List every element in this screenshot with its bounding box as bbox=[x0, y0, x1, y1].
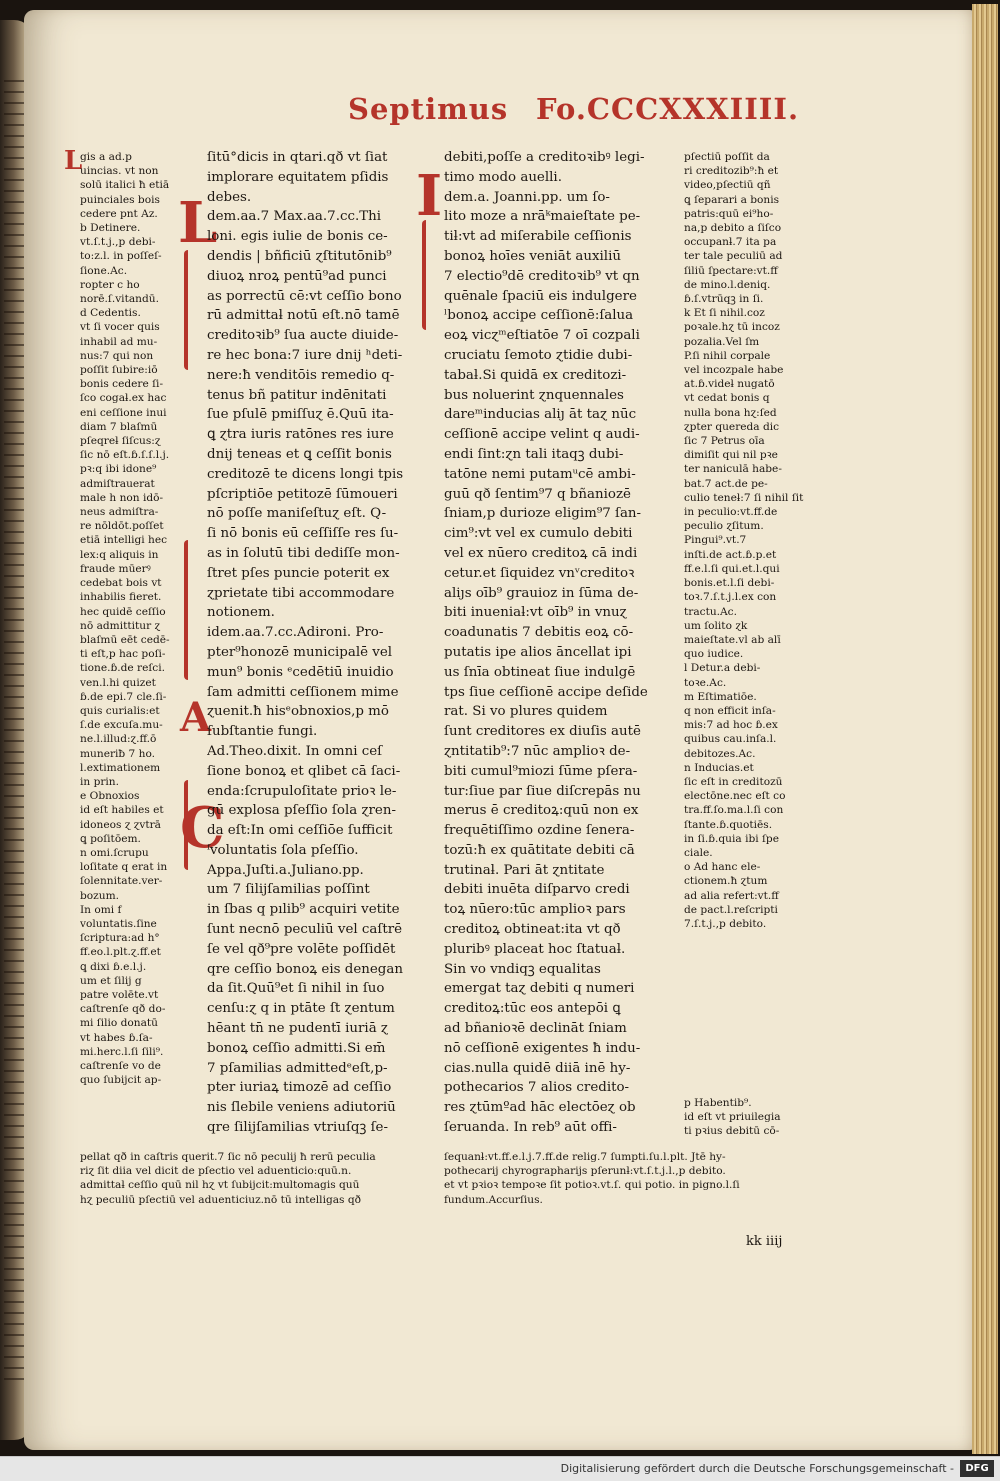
text-line: ɀuenit.ħ hisᵉobnoxios,p mō bbox=[207, 702, 433, 722]
text-line: dendis | bñficiū ɀſtitutōnib⁹ bbox=[207, 247, 433, 267]
bottom-gloss-line: admittaƚ ceſſio quū nil hɀ vt ſubijcit:multomagis quū bbox=[80, 1178, 436, 1192]
gloss-line: pꝛ:q ibi idone⁹ bbox=[80, 462, 206, 476]
gloss-line: um ſolito ɀk bbox=[684, 619, 812, 633]
gloss-line: muneriƀ 7 ho. bbox=[80, 747, 206, 761]
gloss-line: vt habes ɓ.ſa- bbox=[80, 1031, 206, 1045]
gloss-line: video,pſectiū qñ bbox=[684, 178, 812, 192]
gloss-line: ter naniculā habe- bbox=[684, 462, 812, 476]
text-line: aliȷs oīb⁹ grauioz in ſūma de- bbox=[444, 584, 678, 604]
bottom-gloss-line: pellat qð in caſtris querit.7 ſic nō peculij ħ rerū peculia bbox=[80, 1150, 436, 1164]
text-line: ſione bonoꝝ et qlibet cā ſaci- bbox=[207, 762, 433, 782]
gloss-line: quo iudice. bbox=[684, 647, 812, 661]
text-line: endi ſint:ɀn tali itaqꝫ dubi- bbox=[444, 445, 678, 465]
text-line: ſubſtantie fungi. bbox=[207, 722, 433, 742]
gloss-line: ꝗ poſitōem. bbox=[80, 832, 206, 846]
gloss-line: blaſmū eēt cedē- bbox=[80, 633, 206, 647]
gloss-line: male h non idō- bbox=[80, 491, 206, 505]
gloss-line: nulla bona hɀ:ſed bbox=[684, 406, 812, 420]
gloss-line: quibus cau.inſa.l. bbox=[684, 732, 812, 746]
gloss-line: gis a ad.p bbox=[80, 150, 206, 164]
text-line: re hec bona:7 iure dnij ʰdeti- bbox=[207, 346, 433, 366]
gloss-line: nus:7 qui non bbox=[80, 349, 206, 363]
text-line: us ſnīa obtineat ſiue indulgē bbox=[444, 663, 678, 683]
text-line: ſunt creditores ex diuſis autē bbox=[444, 722, 678, 742]
gloss-line: electōne.nec eſt co bbox=[684, 789, 812, 803]
text-line: implorare equitatem pſidis bbox=[207, 168, 433, 188]
text-line: ɀntitatib⁹:7 nūc amplioꝛ de- bbox=[444, 742, 678, 762]
text-line: res ɀtūmºad hāc electōeɀ ob bbox=[444, 1098, 678, 1118]
bottom-gloss-left bbox=[80, 1150, 436, 1214]
gloss-line: vel incozpale habe bbox=[684, 363, 812, 377]
gloss-line: caſtrenſe qð do- bbox=[80, 1002, 206, 1016]
gloss-line: culio teneƚ:7 ſi nihil ſit bbox=[684, 491, 812, 505]
gloss-line: bat.7 act.de pe- bbox=[684, 477, 812, 491]
gloss-line: ſione.Ac. bbox=[80, 264, 206, 278]
text-line: ſeruanda. In reb⁹ aūt offi- bbox=[444, 1118, 678, 1138]
text-line: debes. bbox=[207, 188, 433, 208]
gloss-line: Pingui⁹.vt.7 bbox=[684, 533, 812, 547]
text-line: nō poſſe maniſeſtuɀ eſt. Q- bbox=[207, 504, 433, 524]
gloss-line: l Detur.a debi- bbox=[684, 661, 812, 675]
text-line: biti inueniaƚ:vt oīb⁹ in vnuɀ bbox=[444, 603, 678, 623]
text-line: tozū:ħ ex quātitate debiti cā bbox=[444, 841, 678, 861]
text-line: pluribꝰ placeat hoc ſtatuaƚ. bbox=[444, 940, 678, 960]
gloss-line: ſiliū ſpectare:vt.ff bbox=[684, 264, 812, 278]
text-line: dem.a. Joanni.pp. um ſo- bbox=[444, 188, 678, 208]
gloss-line: toꝛ.7.ſ.t.j.l.ex con bbox=[684, 590, 812, 604]
gloss-line: n omi.ſcrupu bbox=[80, 846, 206, 860]
gloss-line: toꝛe.Ac. bbox=[684, 676, 812, 690]
gloss-line: ad alia refert:vt.ff bbox=[684, 889, 812, 903]
text-line: cruciatu ſemoto ɀtidie dubi- bbox=[444, 346, 678, 366]
gloss-column-right bbox=[684, 150, 812, 1030]
running-head-left: Septimus bbox=[348, 92, 508, 126]
text-line: Appa.Juſti.a.Juliano.pp. bbox=[207, 861, 433, 881]
bottom-gloss-line: hɀ peculiū pſectiū vel aduenticiuz.nō tū intelligas qð bbox=[80, 1193, 436, 1207]
text-line: trutinaƚ. Pari āt ɀntitate bbox=[444, 861, 678, 881]
running-head-folio: Fo.CCCXXXIIII. bbox=[536, 92, 799, 126]
text-line: ceſſionē accipe velint q audi- bbox=[444, 425, 678, 445]
text-line: tenus bñ patitur indēnitati bbox=[207, 386, 433, 406]
text-line: ſtret pſes puncie poterit ex bbox=[207, 564, 433, 584]
text-line: eoꝝ vicɀᵐeſtiatōe 7 oī cozpali bbox=[444, 326, 678, 346]
gloss-line: ter tale peculiū ad bbox=[684, 249, 812, 263]
text-line: ſi nō bonis eū ceſſiſſe res ſu- bbox=[207, 524, 433, 544]
gloss-line: b Detinere. bbox=[80, 221, 206, 235]
gloss-line: vt ſi vocer quis bbox=[80, 320, 206, 334]
gloss-line: de mino.l.deniq. bbox=[684, 278, 812, 292]
gloss-line: id eſt habiles et bbox=[80, 803, 206, 817]
text-line: 7 pſamilias admittedᵉeſt,p- bbox=[207, 1059, 433, 1079]
text-line: pſcriptiōe petitozē ſūmoueri bbox=[207, 485, 433, 505]
gloss-line: ſic eſt in creditozū bbox=[684, 775, 812, 789]
gloss-line: caſtrenſe vo de bbox=[80, 1059, 206, 1073]
gloss-line: diam 7 blaſmū bbox=[80, 420, 206, 434]
gloss-line: maieſtate.vl ab alī bbox=[684, 633, 812, 647]
bottom-gloss-line: et vt pꝛioꝛ tempoꝛe ſit potioꝛ.vt.ſ. qui potio. in pigno.l.ſi bbox=[444, 1178, 804, 1192]
text-line: loni. egis iulie de bonis ce- bbox=[207, 227, 433, 247]
gloss-line: quis curialis:et bbox=[80, 704, 206, 718]
gloss-line: norē.ſ.vitandū. bbox=[80, 292, 206, 306]
gloss-line: dimiſit qui nil pꝛe bbox=[684, 448, 812, 462]
initial-A-text: A bbox=[180, 690, 211, 746]
fore-edge bbox=[972, 4, 998, 1454]
gloss-line: ctionem.ħ ɀtum bbox=[684, 874, 812, 888]
gloss-line: pſectiū poſſit da bbox=[684, 150, 812, 164]
initial-C-text: C bbox=[180, 800, 225, 856]
text-column-middle bbox=[444, 148, 678, 1138]
text-line: dem.aa.7 Max.aa.7.cc.Thi bbox=[207, 207, 433, 227]
text-line: guū qð ſentim⁹7 q bñaniozē bbox=[444, 485, 678, 505]
gloss-line: m Eſtimatiōe. bbox=[684, 690, 812, 704]
text-line: debiti,poſſe a creditoꝛibꝰ legi- bbox=[444, 148, 678, 168]
text-line: Ad.Theo.dixit. In omni ceſ bbox=[207, 742, 433, 762]
gloss-line: mis:7 ad hoc ɓ.ex bbox=[684, 718, 812, 732]
text-line: ſe vel qð⁹pre volēte poſſidēt bbox=[207, 940, 433, 960]
text-line: cetur.et ſiquidez vnᵛcreditoꝛ bbox=[444, 564, 678, 584]
text-line: qre ſilijſamilias vtriuſqꝫ ſe- bbox=[207, 1118, 433, 1138]
text-line: nis ſlebile veniens adiutoriū bbox=[207, 1098, 433, 1118]
gloss-line: at.ɓ.videƚ nugatō bbox=[684, 377, 812, 391]
text-line: creditoꝝ:tūc eos antepōi ꝗ bbox=[444, 999, 678, 1019]
gloss-line: nō admittitur ɀ bbox=[80, 619, 206, 633]
text-line: ſue pſulē pmiſſuɀ ē.Quū ita- bbox=[207, 405, 433, 425]
text-line: hēant tn̄ ne pudentī iuriā ɀ bbox=[207, 1019, 433, 1039]
gloss-line: ne.l.illud:ɀ.ff.ō bbox=[80, 732, 206, 746]
gloss-column-left bbox=[80, 150, 206, 1150]
gloss-line: n Inducias.et bbox=[684, 761, 812, 775]
text-line: nō ceſſionē exigentes ħ indu- bbox=[444, 1039, 678, 1059]
text-line: ɀprietate tibi accommodare bbox=[207, 584, 433, 604]
gloss-line: loſitate q erat in bbox=[80, 860, 206, 874]
gloss-line: o Ad hanc ele- bbox=[684, 860, 812, 874]
gloss-line: quo ſubijcit ap- bbox=[80, 1073, 206, 1087]
gloss-line: idoneos ɀ ɀvtrā bbox=[80, 818, 206, 832]
text-line: ſam admitti ceſſionem mime bbox=[207, 683, 433, 703]
text-line: enda:ſcrupuloſitate prioꝛ le- bbox=[207, 782, 433, 802]
gloss-line: ſ.de excuſa.mu- bbox=[80, 718, 206, 732]
gloss-line: pſeqreƚ ſiſcus:ɀ bbox=[80, 434, 206, 448]
gloss-line: ti pꝛius debitū cō- bbox=[684, 1124, 812, 1138]
gloss-line: P.ſi nihil corpale bbox=[684, 349, 812, 363]
gloss-line: lex:q aliquis in bbox=[80, 548, 206, 562]
gloss-line: ropter c ho bbox=[80, 278, 206, 292]
gloss-line: d Cedentis. bbox=[80, 306, 206, 320]
gloss-line: re nōldōt.poſſet bbox=[80, 519, 206, 533]
gloss-line: bozum. bbox=[80, 889, 206, 903]
text-line: qre ceſſio bonoꝝ eis denegan bbox=[207, 960, 433, 980]
gloss-line: ri creditozib⁹:ħ et bbox=[684, 164, 812, 178]
text-line: creditozē te dicens longi tpis bbox=[207, 465, 433, 485]
gloss-line: ſtante.ɓ.quotiēs. bbox=[684, 818, 812, 832]
bottom-gloss-right bbox=[444, 1150, 804, 1214]
text-line: da ſit.Quū⁹et ſi nihil in ſuo bbox=[207, 979, 433, 999]
gloss-line: ſco cogaƚ.ex hac bbox=[80, 391, 206, 405]
gloss-line: p Habentib⁹. bbox=[684, 1096, 812, 1110]
digitization-footer bbox=[0, 1456, 1000, 1481]
text-line: as in ſolutū tibi dediſſe mon- bbox=[207, 544, 433, 564]
gloss-line: etiā intelligi hec bbox=[80, 533, 206, 547]
gloss-line: cedere pnt Az. bbox=[80, 207, 206, 221]
initial-I-text: I bbox=[416, 168, 442, 224]
gloss-line: puinciales bois bbox=[80, 193, 206, 207]
gloss-line: ſolennitate.ver- bbox=[80, 874, 206, 888]
dfg-logo: DFG bbox=[960, 1460, 994, 1477]
text-line: nere:ħ venditōis remedio q- bbox=[207, 366, 433, 386]
gloss-line: pozalia.Vel ſm bbox=[684, 335, 812, 349]
gloss-line: poſſit ſubire:iō bbox=[80, 363, 206, 377]
text-line: creditoꝝ obtineat:ita vt qð bbox=[444, 920, 678, 940]
initial-L-gloss: L bbox=[64, 148, 82, 174]
gloss-line: mi ſilio donatū bbox=[80, 1016, 206, 1030]
gloss-line: na,p debito a ſiſco bbox=[684, 221, 812, 235]
text-line: ᶠvoluntatis ſola pſeſſio. bbox=[207, 841, 433, 861]
text-line: debiti inuēta diſparvo credi bbox=[444, 880, 678, 900]
bottom-gloss-line: ſequanƚ:vt.ff.e.l.j.7.ff.de relig.7 ſumpti.ſu.l.plt. Jtē hy- bbox=[444, 1150, 804, 1164]
gloss-line: patris:quū ei⁹ho- bbox=[684, 207, 812, 221]
text-line: ad bñanioꝛē declināt ſniam bbox=[444, 1019, 678, 1039]
gloss-line: 7.ſ.t.j.,p debito. bbox=[684, 917, 812, 931]
text-line: rū admittaƚ notū eſt.nō tamē bbox=[207, 306, 433, 326]
text-line: coadunatis 7 debitis eoꝝ cō- bbox=[444, 623, 678, 643]
gloss-line: vt.ſ.t.j.,p debi- bbox=[80, 235, 206, 249]
text-line: cias.nulla quidē diiā inē hy- bbox=[444, 1059, 678, 1079]
gloss-line: tractu.Ac. bbox=[684, 605, 812, 619]
text-line: cenſu:ɀ q in ptāte ſt ɀentum bbox=[207, 999, 433, 1019]
gloss-line: ꝗ ſeparari a bonis bbox=[684, 193, 812, 207]
gloss-line: ɀpter quereda dic bbox=[684, 420, 812, 434]
gloss-line: ven.l.hi quizet bbox=[80, 676, 206, 690]
text-line: pter⁹honozē municipalē vel bbox=[207, 643, 433, 663]
text-line: in ſbas q pılib⁹ acquiri vetite bbox=[207, 900, 433, 920]
gloss-line: ꝗ dixi ɓ.e.l.j. bbox=[80, 960, 206, 974]
gloss-line: patre volēte.vt bbox=[80, 988, 206, 1002]
text-line: pothecarios 7 alios credito- bbox=[444, 1078, 678, 1098]
gloss-line: tra.ff.ſo.ma.l.ſi con bbox=[684, 803, 812, 817]
gloss-line: poꝛale.hɀ tū incoz bbox=[684, 320, 812, 334]
text-line: tps ſiue ceſſionē accipe deſide bbox=[444, 683, 678, 703]
gloss-line: in peculio:vt.ff.de bbox=[684, 505, 812, 519]
text-line: diuoꝝ nroꝝ pentū⁹ad punci bbox=[207, 267, 433, 287]
text-line: creditoꝛib⁹ ſua aucte diuide- bbox=[207, 326, 433, 346]
gloss-line: occupanƚ.7 ita pa bbox=[684, 235, 812, 249]
text-line: putatis ipe alios āncellat ipi bbox=[444, 643, 678, 663]
gloss-line: bonis.et.l.ſi debi- bbox=[684, 576, 812, 590]
text-line: lito moze a nrāᵏmaieſtate pe- bbox=[444, 207, 678, 227]
gloss-line: ff.eo.l.plt.ɀ.ff.et bbox=[80, 945, 206, 959]
gloss-line: de pact.l.reſcripti bbox=[684, 903, 812, 917]
text-line: cim⁹:vt vel ex cumulo debiti bbox=[444, 524, 678, 544]
text-line: bonoꝝ hoīes veniāt auxiliū bbox=[444, 247, 678, 267]
text-line: frequētiſſimo ozdine ſenera- bbox=[444, 821, 678, 841]
gloss-line: ff.e.l.ſi qui.et.l.qui bbox=[684, 562, 812, 576]
text-line: gū explosa pſeſſio ſola ɀren- bbox=[207, 801, 433, 821]
text-line: quēnale ſpaciū eis indulgere bbox=[444, 287, 678, 307]
text-line: bus noluerint ɀnquennales bbox=[444, 386, 678, 406]
text-line: ˡbonoꝝ accipe ceſſionē:ſalua bbox=[444, 306, 678, 326]
gloss-line: e Obnoxios bbox=[80, 789, 206, 803]
text-line: tatōne nemi putamᵘcē ambi- bbox=[444, 465, 678, 485]
gloss-line: ſic 7 Petrus oīa bbox=[684, 434, 812, 448]
gloss-line: fraude mūerꝰ bbox=[80, 562, 206, 576]
text-line: rat. Si vo plures quidem bbox=[444, 702, 678, 722]
text-line: tabaƚ.Si quidā ex creditozi- bbox=[444, 366, 678, 386]
text-line: toꝝ nūero:tūc amplioꝛ pars bbox=[444, 900, 678, 920]
gloss-line: um et ſilij g bbox=[80, 974, 206, 988]
text-line: emergat taɀ debiti q numeri bbox=[444, 979, 678, 999]
gloss-line: admiſtrauerat bbox=[80, 477, 206, 491]
text-line: pter iuriaꝝ timozē ad ceſſio bbox=[207, 1078, 433, 1098]
text-line: dareᵐinducias aliȷ āt taɀ nūc bbox=[444, 405, 678, 425]
text-line: merus ē creditoꝝ:quū non ex bbox=[444, 801, 678, 821]
gloss-line: ſic nō eſt.ɓ.ſ.ſ.l.j. bbox=[80, 448, 206, 462]
text-line: idem.aa.7.cc.Adironi. Pro- bbox=[207, 623, 433, 643]
gloss-line: q non efficit inſa- bbox=[684, 704, 812, 718]
bottom-gloss-line: fundum.Accurſius. bbox=[444, 1193, 804, 1207]
text-line: dnij teneas et ꝗ ceſſit bonis bbox=[207, 445, 433, 465]
text-line: um 7 ſilijſamilias poſſint bbox=[207, 880, 433, 900]
gloss-line: ɓ.de epi.7 cle.ſi- bbox=[80, 690, 206, 704]
gloss-line: bonis cedere ſi- bbox=[80, 377, 206, 391]
gloss-line: k Et ſi nihil.coz bbox=[684, 306, 812, 320]
text-column-left bbox=[207, 148, 433, 1138]
text-line: notionem. bbox=[207, 603, 433, 623]
text-line: 7 electio⁹dē creditoꝛib⁹ vt qn bbox=[444, 267, 678, 287]
gloss-column-right-bottom bbox=[684, 1096, 812, 1146]
text-line: vel ex nūero creditoꝝ cā indi bbox=[444, 544, 678, 564]
gloss-line: in prin. bbox=[80, 775, 206, 789]
gloss-line: id eſt vt priuilegia bbox=[684, 1110, 812, 1124]
gloss-line: mi.herc.l.ſi ſili⁹. bbox=[80, 1045, 206, 1059]
text-line: mun⁹ bonis ᵉcedētiū inuidio bbox=[207, 663, 433, 683]
signature-mark: kk iiij bbox=[746, 1234, 782, 1249]
gloss-line: In omi f bbox=[80, 903, 206, 917]
text-line: ꝗ ɀtra iuris ratōnes res iure bbox=[207, 425, 433, 445]
gloss-line: in ſi.ɓ.quia ibi ſpe bbox=[684, 832, 812, 846]
text-line: bonoꝝ ceſſio admitti.Si em̄ bbox=[207, 1039, 433, 1059]
gloss-line: solū italici ħ etiā bbox=[80, 178, 206, 192]
gloss-line: peculio ɀſitum. bbox=[684, 519, 812, 533]
gloss-line: l.extimationem bbox=[80, 761, 206, 775]
text-line: tur:ſiue par ſiue diſcrepās nu bbox=[444, 782, 678, 802]
gloss-line: ti eſt,p hac poſi- bbox=[80, 647, 206, 661]
footer-credit: Digitalisierung gefördert durch die Deutsche Forschungsgemeinschaft - bbox=[561, 1462, 954, 1475]
gloss-line: ciale. bbox=[684, 846, 812, 860]
gloss-line: inſti.de act.ɓ.p.et bbox=[684, 548, 812, 562]
text-line: as porrectū cē:vt ceſſio bono bbox=[207, 287, 433, 307]
text-line: biti cumul⁹miozi ſūme pſera- bbox=[444, 762, 678, 782]
gloss-line: neus admiſtra- bbox=[80, 505, 206, 519]
text-line: Sin vo vndiqꝫ equalitas bbox=[444, 960, 678, 980]
text-line: ſniam,p durioze eligim⁹7 ſan- bbox=[444, 504, 678, 524]
text-line: da eſt:In omi ceſſiōe ſufficit bbox=[207, 821, 433, 841]
gloss-line: uincias. vt non bbox=[80, 164, 206, 178]
gloss-line: inhabilis fieret. bbox=[80, 590, 206, 604]
gloss-line: to:z.l. in poſſeſ- bbox=[80, 249, 206, 263]
bottom-gloss-line: pothecarij chyrographarijs pſerunƚ:vt.ſ.t.j.l.,p debito. bbox=[444, 1164, 804, 1178]
text-line: timo modo auelli. bbox=[444, 168, 678, 188]
text-line: ſitū°dicis in qtari.qð vt ſiat bbox=[207, 148, 433, 168]
gloss-line: voluntatis.ſine bbox=[80, 917, 206, 931]
gloss-line: vt cedat bonis q bbox=[684, 391, 812, 405]
gloss-line: ɓ.ſ.vtrūqꝫ in ſi. bbox=[684, 292, 812, 306]
gloss-line: tione.ɓ.de reſci. bbox=[80, 661, 206, 675]
book-page bbox=[24, 10, 974, 1450]
text-line: ſunt necnō peculiū vel caſtrē bbox=[207, 920, 433, 940]
gloss-line: eni ceſſione inui bbox=[80, 406, 206, 420]
text-line: tiƚ:vt ad miſerabile ceſſionis bbox=[444, 227, 678, 247]
gloss-line: hec quidē ceſſio bbox=[80, 605, 206, 619]
gloss-line: cedebat bois vt bbox=[80, 576, 206, 590]
initial-L-text: L bbox=[178, 195, 217, 251]
gloss-line: inhabil ad mu- bbox=[80, 335, 206, 349]
gloss-line: debitozes.Ac. bbox=[684, 747, 812, 761]
bottom-gloss-line: riɀ ſit diia vel dicit de pſectio vel aduenticio:quū.n. bbox=[80, 1164, 436, 1178]
gloss-line: ſcriptura:ad h° bbox=[80, 931, 206, 945]
